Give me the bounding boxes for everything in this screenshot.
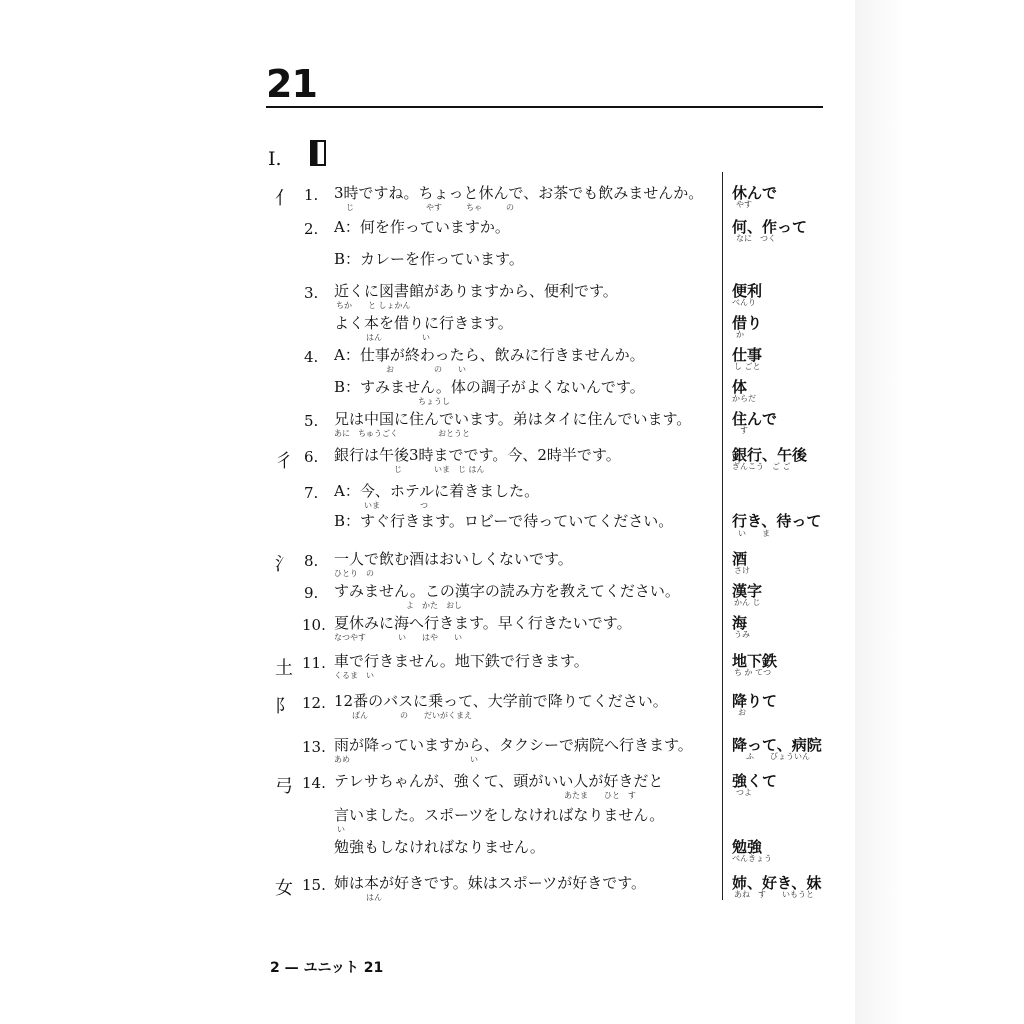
exercise-text: A：今、ホテルに着きました。 [334,482,540,500]
answer-kanji: 便利 [732,282,763,300]
answer-furigana: さけ [734,566,750,575]
exercise-number: 15. [302,876,326,894]
answer-furigana: うみ [734,630,750,639]
exercise-number: 10. [302,616,326,634]
exercise-furigana: ちか と しょかん [336,301,411,310]
answer-furigana: つよ [736,788,752,797]
exercise-number: 5. [304,412,319,430]
exercise-text: 兄は中国に住んでいます。弟はタイに住んでいます。 [334,410,692,428]
exercise-number: 3. [304,284,319,302]
exercise-text: すみません。この漢字の読み方を教えてください。 [334,582,680,600]
answer-furigana: からだ [732,394,756,403]
exercise-furigana: じ いま じ はん [346,465,485,474]
page-footer: 2 — ユニット 21 [270,960,384,976]
answer-furigana: ぎんこう ご ご [732,462,791,471]
answer-kanji: 銀行、午後 [732,446,808,464]
exercise-text: 勉強もしなければなりません。 [334,838,545,856]
exercise-furigana: ひとり の [334,569,374,578]
answer-kanji: 海 [732,614,748,632]
exercise-number: 1. [304,186,319,204]
exercise-furigana: あに ちゅうごく おとうと [334,429,470,438]
answer-furigana: し ごと [734,362,761,371]
exercise-text: よく本を借りに行きます。 [334,314,513,332]
exercise-text: 近くに図書館がありますから、便利です。 [334,282,618,300]
exercise-text: 12番のバスに乗って、大学前で降りてください。 [334,692,668,710]
answer-kanji: 休んで [732,184,778,202]
answer-furigana: か [736,330,744,339]
exercise-text: 銀行は午後3時までです。今、2時半です。 [334,446,621,464]
exercise-furigana: お の い [346,365,466,374]
exercise-text: 3時ですね。ちょっと休んで、お茶でも飲みませんか。 [334,184,704,202]
exercise-furigana: なつやす い はや い [334,633,462,642]
unit-number: 21 [266,62,317,106]
answer-furigana: お [738,708,746,717]
answer-furigana: べんり [732,298,756,307]
page-edge-shadow [855,0,1024,1024]
radical-woman-icon: 女 [275,878,293,899]
exercise-number: 4. [304,348,319,366]
answer-furigana: い ま [738,529,770,538]
answer-furigana: なに つく [736,234,776,243]
exercise-furigana: あたま ひと す [500,791,636,800]
answer-furigana: かん じ [734,598,761,607]
exercise-text: 車で行きません。地下鉄で行きます。 [334,652,589,670]
exercise-number: 6. [304,448,319,466]
exercise-furigana: あめ い [334,755,478,764]
answer-kanji: 漢字 [732,582,763,600]
exercise-text: 言いました。スポーツをしなければなりません。 [334,806,665,824]
exercise-text: 夏休みに海へ行きます。早く行きたいです。 [334,614,632,632]
exercise-furigana: いま つ [364,501,428,510]
exercise-furigana: よ かた おし [334,601,462,610]
answer-column-divider [722,172,723,900]
answer-furigana: べんきょう [732,854,772,863]
radical-step-icon: 彳 [275,451,293,472]
answer-furigana: す [740,426,748,435]
answer-kanji: 降って、病院 [732,736,822,754]
header-rule [266,106,823,108]
answer-kanji: 降りて [732,692,778,710]
answer-kanji: 何、作って [732,218,808,236]
answer-furigana: ふ びょういん [746,752,810,761]
exercise-text: B：すぐ行きます。ロビーで待っていてください。 [334,512,674,530]
section-box-icon [310,140,326,166]
exercise-number: 14. [302,774,326,792]
exercise-furigana: くるま い [334,671,374,680]
answer-kanji: 仕事 [732,346,763,364]
exercise-furigana: ばん の だいがくまえ [352,711,472,720]
section-label: I. [268,148,282,170]
answer-kanji: 借り [732,314,763,332]
exercise-number: 9. [304,584,319,602]
answer-kanji: 地下鉄 [732,652,778,670]
answer-kanji: 勉強 [732,838,763,856]
exercise-furigana: い [337,825,345,834]
exercise-furigana: はん い [366,333,430,342]
exercise-number: 12. [302,694,326,712]
answer-kanji: 姉、好き、妹 [732,874,822,892]
answer-kanji: 強くて [732,772,778,790]
exercise-text: 一人で飲む酒はおいしくないです。 [334,550,573,568]
exercise-text: A：仕事が終わったら、飲みに行きませんか。 [334,346,645,364]
radical-earth-icon: 土 [275,658,293,679]
exercise-text: 雨が降っていますから、タクシーで病院へ行きます。 [334,736,693,754]
exercise-furigana: ちょうし [346,397,450,406]
exercise-text: テレサちゃんが、強くて、頭がいい人が好きだと [334,772,664,790]
answer-kanji: 住んで [732,410,778,428]
radical-bow-icon: 弓 [275,776,293,797]
exercise-number: 2. [304,220,319,238]
answer-furigana: やす [736,200,752,209]
exercise-number: 8. [304,552,319,570]
radical-person-icon: 亻 [275,188,293,209]
exercise-furigana: じ やす ちゃ の [346,203,514,212]
exercise-number: 13. [302,738,326,756]
answer-kanji: 体 [732,378,748,396]
exercise-text: B：カレーを作っています。 [334,250,524,268]
exercise-furigana: はん [358,893,382,902]
exercise-text: B：すみません。体の調子がよくないんです。 [334,378,645,396]
exercise-number: 11. [302,654,326,672]
exercise-text: A：何を作っていますか。 [334,218,510,236]
answer-furigana: あね す いもうと [734,890,814,899]
exercise-text: 姉は本が好きです。妹はスポーツが好きです。 [334,874,647,892]
exercise-number: 7. [304,484,319,502]
answer-kanji: 行き、待って [732,512,822,530]
radical-mound-icon: 阝 [275,696,293,717]
answer-furigana: ち か てつ [734,668,772,677]
answer-kanji: 酒 [732,550,748,568]
radical-water-icon: 氵 [275,554,293,575]
